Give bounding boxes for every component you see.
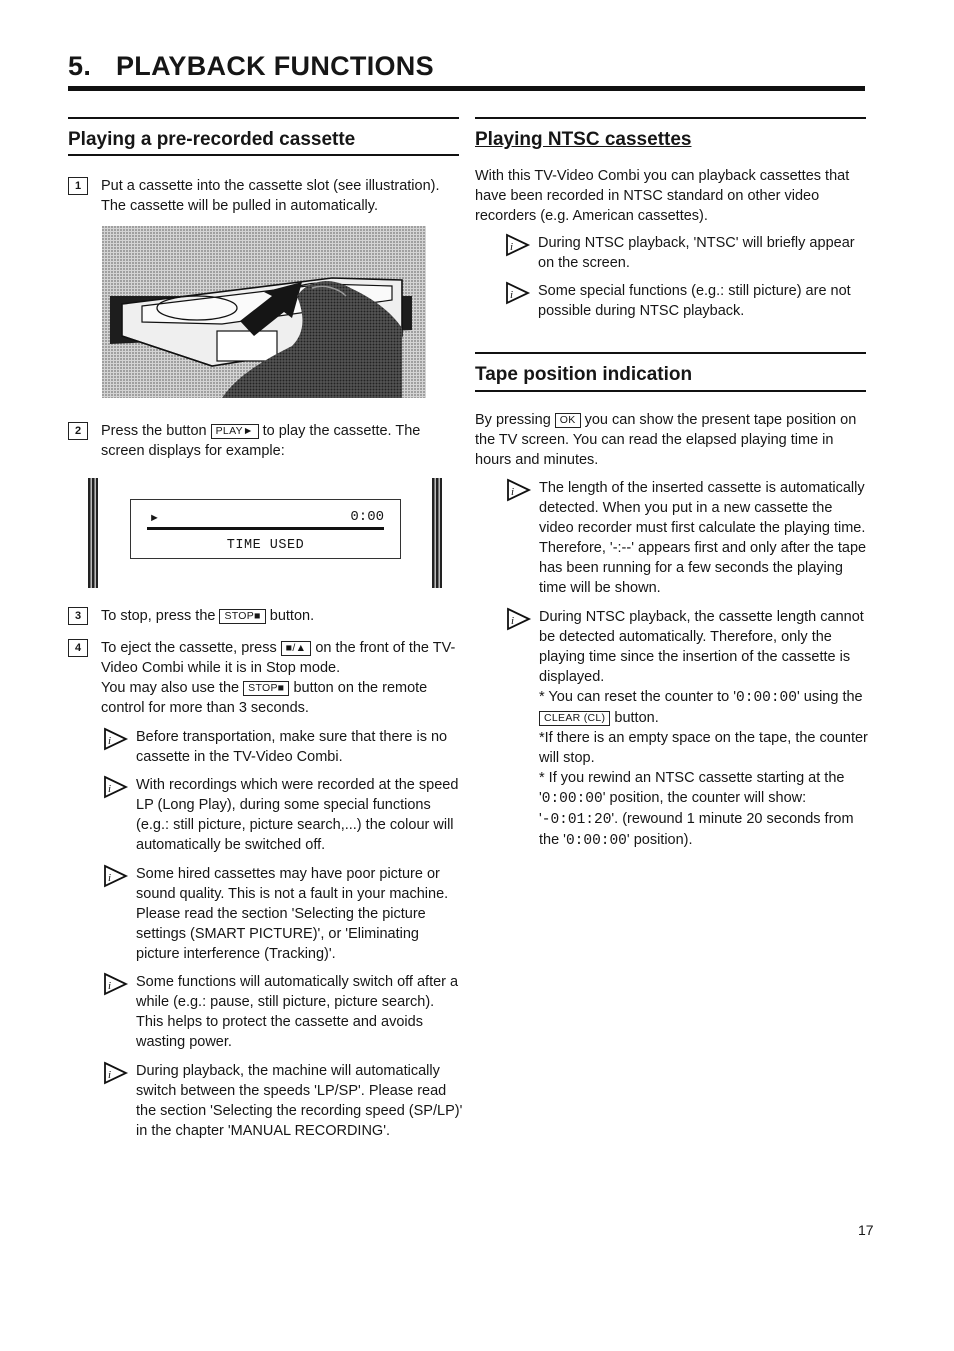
note-text: During playback, the machine will automatically switch between the speeds 'LP/SP'. Please read the section 'Selecting the recording speed (SP/LP)' in the chapter 'MANUAL RECORDING'.	[136, 1063, 463, 1139]
title-rule	[68, 86, 865, 91]
chapter-title: PLAYBACK FUNCTIONS	[116, 51, 434, 81]
step-text-part: Press the button	[101, 423, 207, 439]
svg-text:i: i	[510, 241, 514, 253]
step-text-part: button on the remote control for more than 3 seconds.	[101, 680, 428, 716]
info-note	[506, 607, 868, 851]
step-text-remote	[101, 678, 460, 718]
step-text	[101, 421, 460, 461]
info-note	[506, 478, 868, 598]
svg-text:i: i	[108, 872, 112, 884]
osd-progress-line	[147, 527, 384, 530]
note-text: Before transportation, make sure that there is no cassette in the TV-Video Combi.	[136, 729, 448, 765]
step-text: Put a cassette into the cassette slot (see illustration). The cassette will be pulled in automatically.	[101, 178, 440, 214]
step-3	[68, 606, 460, 626]
note-text: The length of the inserted cassette is automatically detected. When you put in a new cassette the video recorder must first calculate the playing time. Therefore, '-:--' appears first and only after the tape has been running for a few seconds the playing time will be shown.	[539, 480, 867, 596]
note-text-part: ' position, the counter will show: '	[539, 790, 807, 827]
note-text-part: * If you rewind an NTSC cassette starting at the '	[539, 770, 845, 806]
note-text: Some functions will automatically switch off after a while (e.g.: pause, still picture, picture search). This helps to protect the cassette and avoids wasting power.	[136, 974, 459, 1050]
note-text-part: '. (rewound 1 minute 20 seconds from the '	[539, 811, 854, 848]
info-note	[505, 281, 867, 321]
svg-text:i: i	[108, 980, 112, 992]
section-rule-top	[475, 117, 866, 119]
step-text	[101, 638, 460, 678]
screen-display-illustration	[88, 478, 448, 588]
step-text-part: on the front of the TV-Video Combi while it is in Stop mode.	[101, 640, 456, 676]
step-2	[68, 421, 460, 461]
step-number-box: 4	[68, 639, 88, 657]
info-arrow-icon	[505, 233, 531, 257]
clear-key-label: CLEAR (CL)	[539, 711, 610, 726]
info-arrow-icon	[103, 727, 129, 751]
note-text: During NTSC playback, the cassette length cannot be detected automatically. Therefore, only the playing time since the insertion of the cassette is displayed.	[539, 609, 864, 685]
page-number: 17	[858, 1222, 874, 1238]
info-note	[103, 972, 463, 1052]
tape-intro	[475, 410, 865, 470]
info-arrow-icon	[103, 972, 129, 996]
note-text: Some hired cassettes may have poor picture or sound quality. This is not a fault in your machine. Please read the section 'Selecting the picture settings (SMART PICTURE)', or 'Eliminating picture interference (Tracking)'.	[136, 866, 449, 962]
info-arrow-icon	[103, 775, 129, 799]
play-key-label: PLAY►	[211, 424, 259, 439]
play-icon: ►	[149, 512, 160, 524]
step-text	[101, 606, 460, 626]
ntsc-intro: With this TV-Video Combi you can playback cassettes that have been recorded in NTSC standard on other video recorders (e.g. American cassettes).	[475, 168, 850, 224]
svg-text:i: i	[108, 783, 112, 795]
info-note	[103, 1061, 465, 1141]
info-note	[103, 727, 463, 767]
counter-code: 0:00:00	[541, 791, 603, 807]
note-text: Some special functions (e.g.: still picture) are not possible during NTSC playback.	[538, 283, 851, 319]
svg-text:i: i	[511, 615, 515, 627]
chapter-number: 5.	[68, 51, 92, 81]
step-4	[68, 638, 460, 718]
step-number-box: 3	[68, 607, 88, 625]
note-text-part: button.	[614, 710, 659, 726]
note-text-rewind	[539, 768, 868, 851]
svg-text:i: i	[510, 289, 514, 301]
step-text-part: To eject the cassette, press	[101, 640, 277, 656]
step-number-box: 1	[68, 177, 88, 195]
counter-code: -0:01:20	[541, 812, 612, 828]
display-left-bar	[88, 478, 98, 588]
tape-intro-part: you can show the present tape position on the TV screen. You can read the elapsed playing time in hours and minutes.	[475, 412, 857, 468]
tape-intro-part: By pressing	[475, 412, 551, 428]
info-arrow-icon	[505, 281, 531, 305]
section-heading-ntsc: Playing NTSC cassettes	[475, 129, 692, 150]
note-text-part: * You can reset the counter to '	[539, 689, 737, 705]
step-text-part: button.	[269, 608, 315, 624]
info-arrow-icon	[506, 607, 532, 631]
section-heading-tape: Tape position indication	[475, 364, 693, 385]
counter-code: 0:00:00	[736, 690, 797, 706]
step-text-part: To stop, press the	[101, 608, 216, 624]
page-title	[68, 48, 434, 84]
svg-text:i: i	[108, 1069, 112, 1081]
eject-key-label: ■/▲	[281, 641, 312, 656]
osd-time: 0:00	[350, 509, 384, 525]
section-rule-top	[475, 352, 866, 354]
section-heading-playing: Playing a pre-recorded cassette	[68, 129, 356, 150]
stop-key-label: STOP■	[243, 681, 289, 696]
step-text-part: You may also use the	[101, 680, 240, 696]
info-arrow-icon	[103, 864, 129, 888]
note-text-empty-space: *If there is an empty space on the tape, the counter will stop.	[539, 730, 868, 766]
info-note	[103, 864, 463, 964]
section-rule-bottom	[475, 390, 866, 392]
ok-key-label: OK	[555, 413, 581, 428]
step-1	[68, 176, 460, 216]
display-right-bar	[432, 478, 442, 588]
section-rule-top	[68, 117, 459, 119]
osd-box	[130, 499, 401, 559]
cassette-insert-illustration	[102, 226, 426, 398]
section-rule-bottom	[68, 154, 459, 156]
step-number-box: 2	[68, 422, 88, 440]
note-text: With recordings which were recorded at the speed LP (Long Play), during some special functions (e.g.: still picture, picture search,...) the colour will automatically be switched off.	[136, 777, 459, 853]
counter-code: 0:00:00	[565, 833, 627, 849]
svg-text:i: i	[511, 486, 515, 498]
note-text-part: ' using the	[796, 689, 863, 705]
step-text-part: to play the cassette. The screen displays for example:	[101, 423, 421, 459]
note-text: During NTSC playback, 'NTSC' will briefly appear on the screen.	[538, 235, 855, 271]
info-arrow-icon	[103, 1061, 129, 1085]
note-text-part: ' position).	[626, 832, 693, 848]
stop-key-label: STOP■	[219, 609, 265, 624]
osd-label: TIME USED	[226, 538, 305, 553]
info-note	[505, 233, 867, 273]
info-note	[103, 775, 463, 855]
svg-text:i: i	[108, 735, 112, 747]
info-arrow-icon	[506, 478, 532, 502]
note-text-reset	[539, 687, 868, 728]
